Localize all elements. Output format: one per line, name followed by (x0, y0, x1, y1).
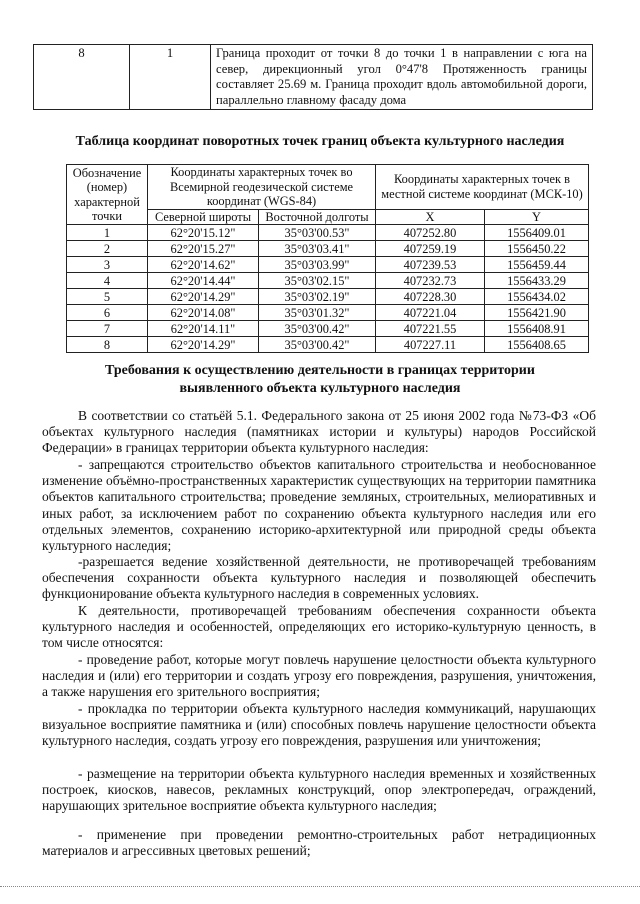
table-row (67, 241, 589, 257)
latitude-cell: 62°20'14.11" (148, 321, 259, 337)
coordinates-table (66, 164, 589, 353)
point-number: 7 (67, 321, 148, 337)
latitude-cell: 62°20'14.08" (148, 305, 259, 321)
table-row (67, 289, 589, 305)
segment-description: Граница проходит от точки 8 до точки 1 в направлении с юга на север, дирекционный угол 0°47'8 Протяженность границы составляет 25.69 м. Граница проходит вдоль автомобильной дороги, параллельно главному фасаду дома (211, 45, 593, 110)
point-number: 8 (67, 337, 148, 353)
x-cell: 407227.11 (376, 337, 485, 353)
y-cell: 1556434.02 (485, 289, 589, 305)
header-msk: Координаты характерных точек в местной системе координат (МСК-10) (376, 165, 589, 210)
materials-paragraph: - применение при проведении ремонтно-строительных работ нетрадиционных материалов и агрессивных цветовых решений; (42, 827, 596, 859)
y-cell: 1556421.90 (485, 305, 589, 321)
latitude-cell: 62°20'15.12" (148, 225, 259, 241)
point-number: 6 (67, 305, 148, 321)
longitude-cell: 35°03'02.19" (259, 289, 376, 305)
x-cell: 407221.55 (376, 321, 485, 337)
x-cell: 407239.53 (376, 257, 485, 273)
y-cell: 1556459.44 (485, 257, 589, 273)
table-header-row (67, 165, 589, 210)
x-cell: 407221.04 (376, 305, 485, 321)
x-cell: 407228.30 (376, 289, 485, 305)
header-point: Обозначение (номер) характерной точки (67, 165, 148, 225)
latitude-cell: 62°20'15.27" (148, 241, 259, 257)
works-paragraph: - проведение работ, которые могут повлечь нарушение целостности объекта культурного наследия и (или) его территории и создать угрозу его повреждения, разрушения, уничтожения, а также нарушения его зрительного восприятия; (42, 652, 596, 700)
longitude-cell: 35°03'03.99" (259, 257, 376, 273)
point-number: 2 (67, 241, 148, 257)
table-row (67, 321, 589, 337)
requirements-title (0, 362, 640, 398)
page-bottom-edge (0, 886, 640, 888)
subheader-longitude: Восточной долготы (259, 209, 376, 225)
longitude-cell: 35°03'00.53" (259, 225, 376, 241)
table-row (34, 45, 593, 110)
latitude-cell: 62°20'14.44" (148, 273, 259, 289)
latitude-cell: 62°20'14.29" (148, 337, 259, 353)
requirements-title-line1: Требования к осуществлению деятельности в границах территории (105, 363, 535, 378)
communications-paragraph: - прокладка по территории объекта культурного наследия коммуникаций, нарушающих визуальное восприятие памятника и (или) способных повлечь нарушение целостности объекта культурного наследия, создать угрозу его повреждения, разрушения или уничтожения; (42, 701, 596, 749)
longitude-cell: 35°03'02.15" (259, 273, 376, 289)
table-row (67, 225, 589, 241)
subheader-y: Y (485, 209, 589, 225)
y-cell: 1556408.91 (485, 321, 589, 337)
activities-intro-paragraph: К деятельности, противоречащей требованиям обеспечения сохранности объекта культурного наследия и особенностей, определяющих его историко-культурную ценность, в том числе относятся: (42, 603, 596, 651)
subheader-x: X (376, 209, 485, 225)
prohibited-paragraph: - запрещаются строительство объектов капитального строительства и необоснованное изменение объёмно-пространственных характеристик существующих на территории памятника объектов капитального строительства; проведение земляных, строительных, мелиоративных и иных работ, за исключением работ по сохранению объекта культурного наследия или его отдельных элементов, сохранению историко-архитектурной или природной среды объекта культурного наследия; (42, 457, 596, 554)
table-row (67, 305, 589, 321)
y-cell: 1556409.01 (485, 225, 589, 241)
latitude-cell: 62°20'14.29" (148, 289, 259, 305)
table-row (67, 337, 589, 353)
subheader-latitude: Северной широты (148, 209, 259, 225)
point-number: 4 (67, 273, 148, 289)
point-number: 1 (67, 225, 148, 241)
point-number: 3 (67, 257, 148, 273)
y-cell: 1556433.29 (485, 273, 589, 289)
x-cell: 407252.80 (376, 225, 485, 241)
segment-from-point: 8 (34, 45, 130, 110)
allowed-paragraph: -разрешается ведение хозяйственной деятельности, не противоречащей требованиям обеспечения сохранности объекта культурного наследия и позволяющей обеспечить функционирование объекта культурного наследия в современных условиях. (42, 554, 596, 602)
point-number: 5 (67, 289, 148, 305)
y-cell: 1556450.22 (485, 241, 589, 257)
longitude-cell: 35°03'01.32" (259, 305, 376, 321)
temporary-structures-paragraph: - размещение на территории объекта культурного наследия временных и хозяйственных построек, киосков, навесов, рекламных конструкций, опор электропередач, ограждений, нарушающих зрительное восприятие объекта культурного наследия; (42, 766, 596, 814)
table-row (67, 257, 589, 273)
requirements-title-line2: выявленного объекта культурного наследия (179, 381, 461, 396)
boundary-segment-table (33, 44, 593, 110)
latitude-cell: 62°20'14.62" (148, 257, 259, 273)
coordinates-table-title: Таблица координат поворотных точек границ объекта культурного наследия (75, 134, 565, 149)
longitude-cell: 35°03'03.41" (259, 241, 376, 257)
longitude-cell: 35°03'00.42" (259, 321, 376, 337)
intro-paragraph: В соответствии со статьёй 5.1. Федерального закона от 25 июня 2002 года №73-ФЗ «Об объектах культурного наследия (памятниках истории и культуры) народов Российской Федерации» в границах территории объекта культурного наследия: (42, 408, 596, 456)
segment-to-point: 1 (130, 45, 211, 110)
header-wgs: Координаты характерных точек во Всемирной геодезической системе координат (WGS-84) (148, 165, 376, 210)
y-cell: 1556408.65 (485, 337, 589, 353)
table-row (67, 273, 589, 289)
longitude-cell: 35°03'00.42" (259, 337, 376, 353)
x-cell: 407259.19 (376, 241, 485, 257)
x-cell: 407232.73 (376, 273, 485, 289)
